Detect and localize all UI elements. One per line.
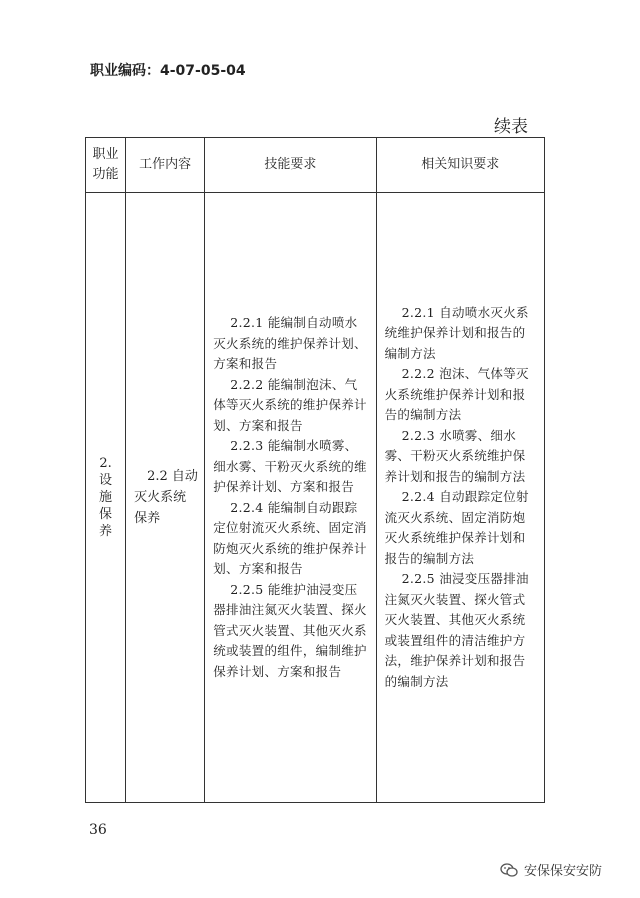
- skill-item: 2.2.1 能编制自动喷水灭火系统的维护保养计划、方案和报告: [213, 315, 367, 371]
- header-skill: 技能要求: [205, 138, 376, 193]
- skill-item: 2.2.5 能维护油浸变压器排油注氮灭火装置、探火管式灭火装置、其他灭火系统或装置的组件，编制维护保养计划、方案和报告: [213, 581, 367, 679]
- knowledge-item: 2.2.1 自动喷水灭火系统维护保养计划和报告的编制方法: [384, 304, 529, 361]
- skill-item: 2.2.2 能编制泡沫、气体等灭火系统的维护保养计划、方案和报告: [213, 376, 367, 433]
- skills-table: [85, 137, 545, 803]
- continued-label: 续表: [494, 117, 528, 137]
- table-row: [86, 193, 545, 803]
- page-number: 36: [89, 822, 107, 838]
- header-function: 职业 功能: [86, 138, 126, 193]
- knowledge-item: 2.2.3 水喷雾、细水雾、干粉灭火系统维护保养计划和报告的编制方法: [384, 427, 526, 484]
- function-text: 2. 设 施 保 养: [99, 456, 113, 539]
- skill-cell: [205, 193, 376, 803]
- table-header-row: [86, 138, 545, 193]
- knowledge-item: 2.2.2 泡沫、气体等灭火系统维护保养计划和报告的编制方法: [384, 366, 529, 423]
- function-cell: [86, 193, 126, 803]
- skill-item: 2.2.4 能编制自动跟踪定位射流灭火系统、固定消防炮灭火系统的维护保养计划、方案和报告: [213, 499, 367, 576]
- work-cell: [126, 193, 205, 803]
- brand-watermark: [500, 860, 602, 879]
- header-knowledge: 相关知识要求: [376, 138, 544, 193]
- brand-name: 安保保安安防: [524, 864, 603, 879]
- skill-item: 2.2.3 能编制水喷雾、细水雾、干粉灭火系统的维护保养计划、方案和报告: [213, 438, 367, 494]
- knowledge-item: 2.2.4 自动跟踪定位射流灭火系统、固定消防炮灭火系统维护保养计划和报告的编制方法: [384, 489, 529, 566]
- knowledge-item: 2.2.5 油浸变压器排油注氮灭火装置、探火管式灭火装置、其他灭火系统或装置组件的清洁维护方法，维护保养计划和报告的编制方法: [384, 571, 529, 689]
- occupation-code: 职业编码：4-07-05-04: [90, 63, 246, 79]
- knowledge-cell: [376, 193, 544, 803]
- work-content: 2.2 自动灭火系统保养: [134, 469, 198, 526]
- header-work: 工作内容: [126, 138, 205, 193]
- wechat-icon: [500, 862, 518, 878]
